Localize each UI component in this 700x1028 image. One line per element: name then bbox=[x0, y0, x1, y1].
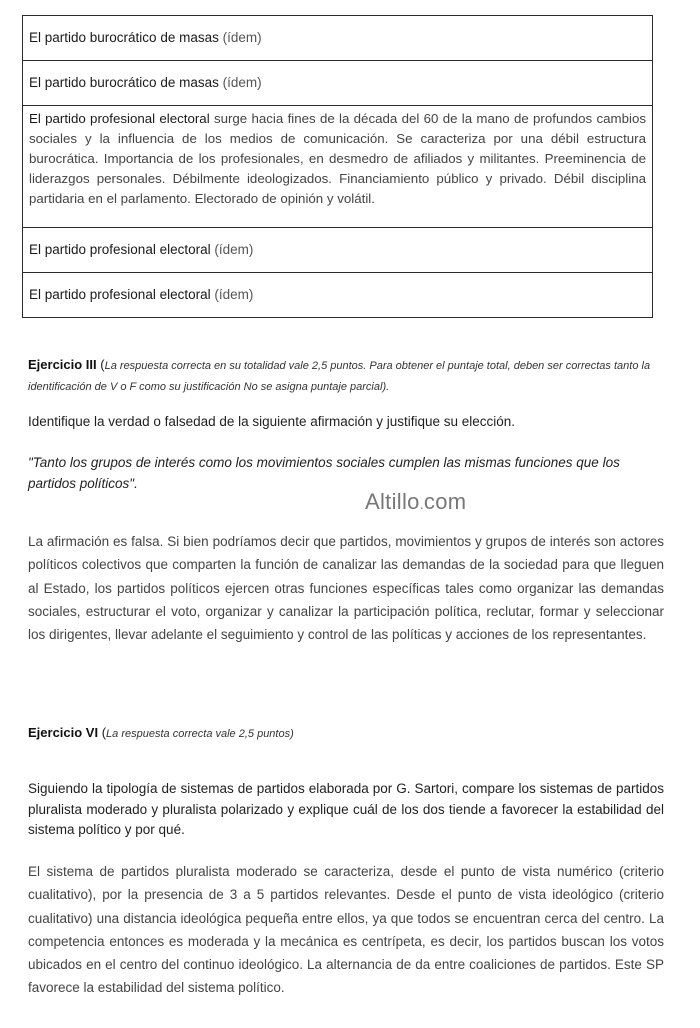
watermark-tld: com bbox=[423, 489, 467, 514]
exercise-6-note: La respuesta correcta vale 2,5 puntos) bbox=[106, 728, 294, 740]
row-suffix: (ídem) bbox=[218, 75, 262, 90]
row-term: El partido profesional electoral bbox=[29, 111, 210, 126]
exercise-3-quote: "Tanto los grupos de interés como los movimientos sociales cumplen las mismas funciones que los partidos políticos". bbox=[28, 455, 620, 491]
exercise-6-heading bbox=[28, 723, 664, 744]
altillo-watermark bbox=[365, 489, 466, 515]
row-term: El partido burocrático de masas bbox=[29, 30, 219, 45]
exercise-3-note: La respuesta correcta en su totalidad vale 2,5 puntos. Para obtener el puntaje total, deben ser correctas tanto la identificación de V o F como su justificación No se asigna puntaje parcial). bbox=[28, 360, 651, 393]
watermark-name: Altillo bbox=[365, 489, 420, 514]
exercise-6-answer: El sistema de partidos pluralista moderado se caracteriza, desde el punto de vista numérico (criterio cualitativo), por la presencia de 3 a 5 partidos relevantes. Desde el punto de vista ideológico (criterio cualitativo) una distancia ideológica pequeña entre ellos, ya que todos se encuentran cerca del centro. La competencia entonces es moderada y la mecánica es centrípeta, es decir, los partidos buscan los votos ubicados en el centro del continuo ideológico. La alternancia de da entre coaliciones de partidos. Este SP favorece la estabilidad del sistema político. bbox=[28, 864, 664, 996]
table-row bbox=[23, 15, 652, 60]
row-suffix: (ídem) bbox=[218, 30, 262, 45]
table-row bbox=[23, 227, 652, 272]
row-term: El partido burocrático de masas bbox=[29, 75, 219, 90]
exercise-3-heading bbox=[28, 355, 664, 397]
table-row bbox=[23, 60, 652, 105]
watermark-dot: . bbox=[419, 496, 424, 512]
exercise-3-instruction: Identifique la verdad o falsedad de la siguiente afirmación y justifique su elección. bbox=[28, 414, 516, 429]
party-types-table bbox=[22, 15, 653, 318]
row-suffix: (ídem) bbox=[210, 242, 254, 257]
exercise-6-title: Ejercicio VI bbox=[28, 725, 99, 740]
exercise-6-question: Siguiendo la tipología de sistemas de partidos elaborada por G. Sartori, compare los sistemas de partidos pluralista moderado y pluralista polarizado y explique cuál de los dos tiende a favorecer la estabilidad del sistema político y por qué. bbox=[28, 781, 664, 837]
row-term: El partido profesional electoral bbox=[29, 242, 211, 257]
exercise-3-title: Ejercicio III bbox=[28, 357, 97, 372]
exercise-6-paren: ( bbox=[98, 725, 107, 740]
row-description: surge hacia fines de la década del 60 de la mano de profundos cambios sociales y la influencia de los medios de comunicación. Se caracteriza por una débil estructura burocrática. Importancia de los profesionales, en desmedro de afiliados y militantes. Preeminencia de liderazgos personales. Débilmente ideologizados. Financiamiento público y privado. Débil disciplina partidaria en el parlamento. Electorado de opinión y volátil. bbox=[29, 111, 646, 206]
row-term: El partido profesional electoral bbox=[29, 287, 211, 302]
exercise-3-paren: ( bbox=[96, 357, 105, 372]
row-suffix: (ídem) bbox=[210, 287, 254, 302]
exercise-3-answer: La afirmación es falsa. Si bien podríamos decir que partidos, movimientos y grupos de interés son actores políticos colectivos que comparten la función de canalizar las demandas de la sociedad para que lleguen al Estado, los partidos políticos ejercen otras funciones específicas tales como organizar las demandas sociales, estructurar el voto, organizar y canalizar la participación política, reclutar, formar y seleccionar los dirigentes, llevar adelante el seguimiento y control de las políticas y acciones de los representantes. bbox=[28, 534, 664, 643]
table-row bbox=[23, 105, 652, 227]
table-row bbox=[23, 272, 652, 317]
